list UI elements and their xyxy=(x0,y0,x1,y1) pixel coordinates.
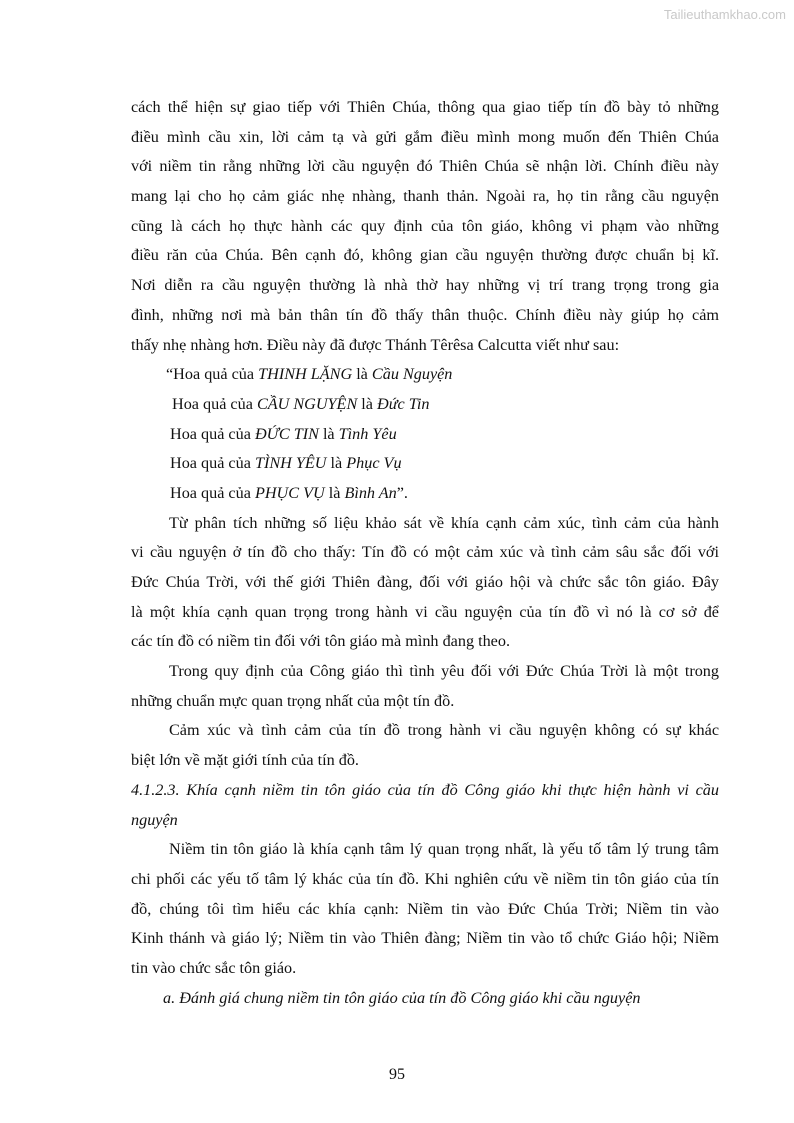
poem-line: Hoa quả của TÌNH YÊU là Phục Vụ xyxy=(170,454,402,473)
text-line: điều mình cầu xin, lời cảm tạ và gửi gắm điều mình mong muốn đến Thiên Chúa xyxy=(131,127,719,146)
page-number: 95 xyxy=(389,1066,405,1083)
poem-quote xyxy=(131,360,719,508)
heading-line: 4.1.2.3. Khía cạnh niềm tin tôn giáo của tín đồ Công giáo khi thực hiện hành vi cầu xyxy=(131,780,719,799)
text-line: tin vào chức sắc tôn giáo. xyxy=(131,958,297,977)
text-line: Từ phân tích những số liệu khảo sát về khía cạnh cảm xúc, tình cảm của hành xyxy=(169,513,719,532)
paragraph-3 xyxy=(131,657,719,716)
text-line: thấy nhẹ nhàng hơn. Điều này đã được Thánh Têrêsa Calcutta viết như sau: xyxy=(131,335,620,354)
text-line: Nơi diễn ra cầu nguyện thường là nhà thờ hay những vị trí trang trọng trong gia xyxy=(131,276,719,295)
text-line: Cảm xúc và tình cảm của tín đồ trong hành vi cầu nguyện không có sự khác xyxy=(169,721,719,740)
section-heading xyxy=(131,776,719,835)
paragraph-4 xyxy=(131,716,719,775)
poem-line: Hoa quả của CẦU NGUYỆN là Đức Tin xyxy=(172,394,430,413)
text-line: chi phối các yếu tố tâm lý khác của tín đồ. Khi nghiên cứu về niềm tin tôn giáo của tín xyxy=(131,869,719,888)
paragraph-1 xyxy=(131,93,719,360)
poem-line: “Hoa quả của THINH LẶNG là Cầu Nguyện xyxy=(166,365,453,384)
text-line: cũng là cách họ thực hành các quy định của tôn giáo, không vi phạm vào những xyxy=(131,216,719,235)
text-line: những chuẩn mực quan trọng nhất của một tín đồ. xyxy=(131,691,455,710)
text-line: mang lại cho họ cảm giác nhẹ nhàng, thanh thản. Ngoài ra, họ tin rằng cầu nguyện xyxy=(131,187,719,206)
text-line: Đức Chúa Trời, với thế giới Thiên đàng, đối với giáo hội và chức sắc tôn giáo. Đây xyxy=(131,573,719,591)
text-line: với niềm tin rằng những lời cầu nguyện đó Thiên Chúa sẽ nhận lời. Chính điều này xyxy=(131,157,719,176)
text-line: đình, những nơi mà bản thân tín đồ thấy thân thuộc. Chính điều này giúp họ cảm xyxy=(131,305,719,324)
poem-line: Hoa quả của PHỤC VỤ là Bình An”. xyxy=(170,483,408,502)
paragraph-5 xyxy=(131,835,719,983)
text-line: vi cầu nguyện ở tín đồ cho thấy: Tín đồ có một cảm xúc và tình cảm sâu sắc đối với xyxy=(131,543,719,562)
heading-line: nguyện xyxy=(131,810,178,829)
text-line: cách thể hiện sự giao tiếp với Thiên Chúa, thông qua giao tiếp tín đồ bày tỏ những xyxy=(131,98,719,116)
poem-line: Hoa quả của ĐỨC TIN là Tình Yêu xyxy=(170,424,397,443)
text-line: Trong quy định của Công giáo thì tình yêu đối với Đức Chúa Trời là một trong xyxy=(169,662,719,681)
text-line: Kinh thánh và giáo lý; Niềm tin vào Thiên đàng; Niềm tin vào tổ chức Giáo hội; Niềm xyxy=(131,929,719,948)
watermark: Tailieuthamkhao.com xyxy=(663,7,786,22)
text-line: là một khía cạnh quan trọng trong hành vi cầu nguyện của tín đồ vì nó là cơ sở để xyxy=(131,602,719,621)
text-line: Niềm tin tôn giáo là khía cạnh tâm lý quan trọng nhất, là yếu tố tâm lý trung tâm xyxy=(169,840,719,859)
page-body xyxy=(131,93,719,1013)
text-line: biệt lớn về mặt giới tính của tín đồ. xyxy=(131,751,359,770)
text-line: điều răn của Chúa. Bên cạnh đó, không gian cầu nguyện thường được chuẩn bị kĩ. xyxy=(131,246,719,265)
text-line: đồ, chúng tôi tìm hiểu các khía cạnh: Niềm tin vào Đức Chúa Trời; Niềm tin vào xyxy=(131,899,719,918)
text-line: các tín đồ có niềm tin đối với tôn giáo mà mình đang theo. xyxy=(131,632,510,651)
subheading: a. Đánh giá chung niềm tin tôn giáo của tín đồ Công giáo khi cầu nguyện xyxy=(163,988,641,1007)
paragraph-2 xyxy=(131,509,719,657)
